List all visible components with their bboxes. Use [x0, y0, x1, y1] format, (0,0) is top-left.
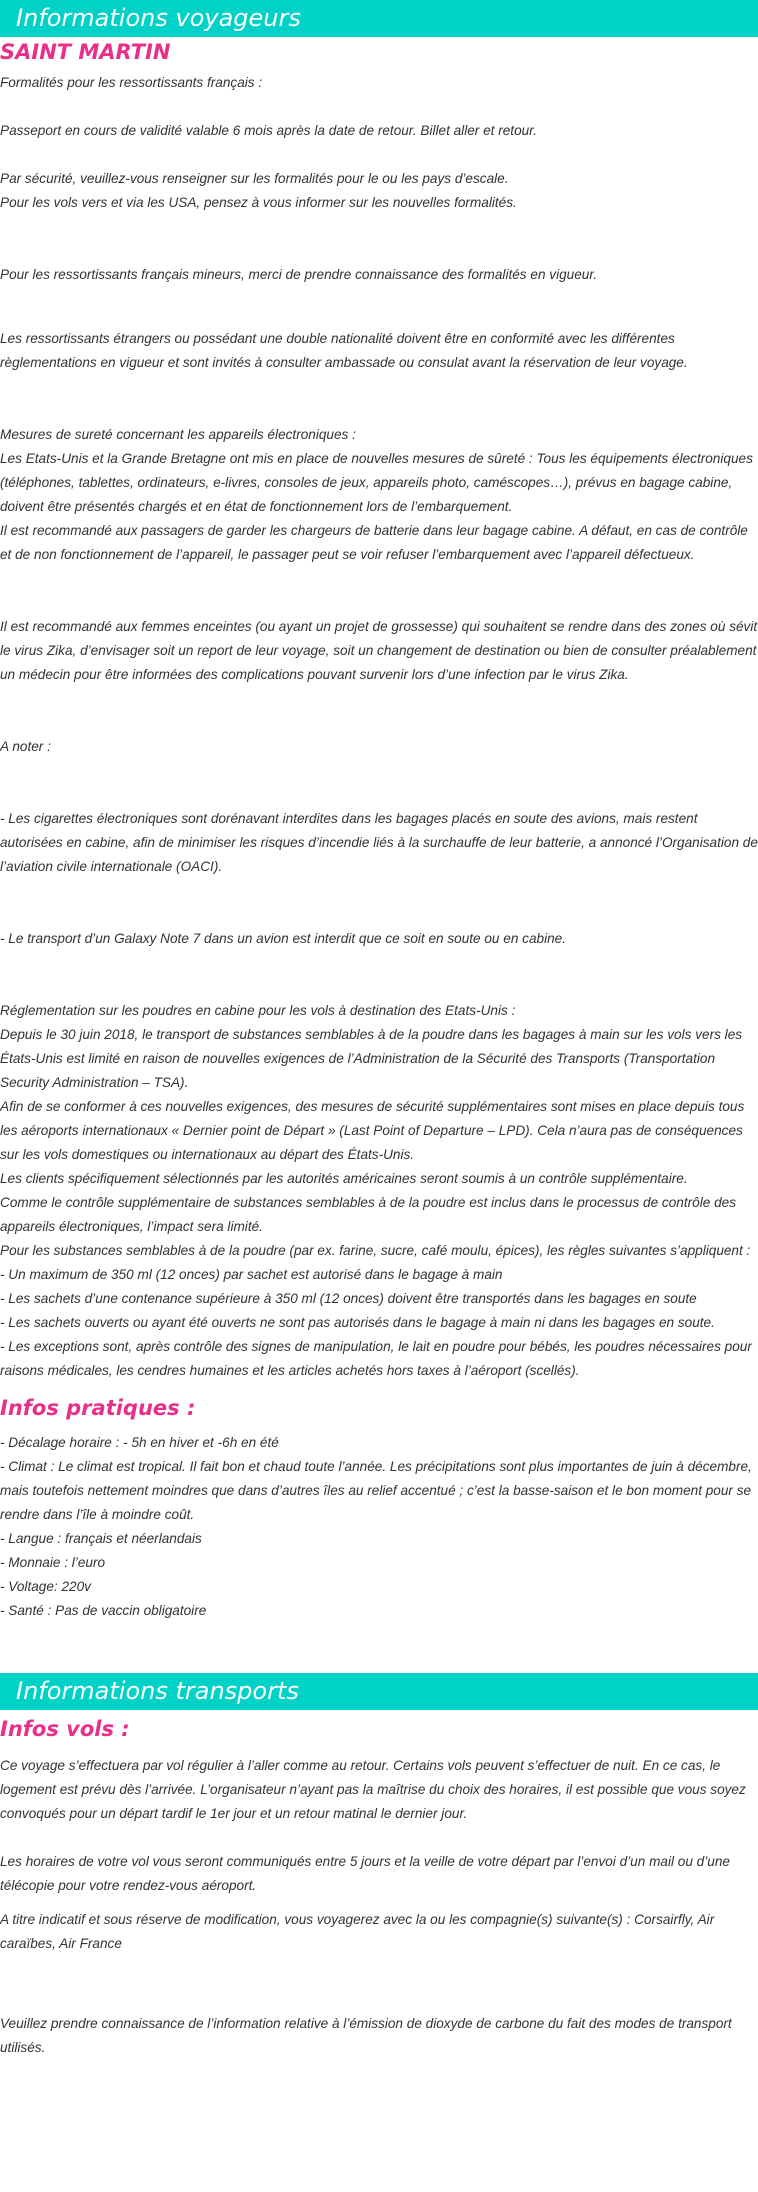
section-banner: Informations transports — [0, 1673, 758, 1710]
co2-paragraph: Veuillez prendre connaissance de l’information relative à l’émission de dioxyde de carbone du fait des modes de transport utilisés. — [0, 2016, 732, 2055]
horaires-paragraph: Les horaires de votre vol vous seront communiqués entre 5 jours et la veille de votre départ par l’envoi d’un mail ou d’une télécopie pour votre rendez-vous aéroport. — [0, 1854, 730, 1893]
cigarettes-paragraph: - Les cigarettes électroniques sont dorénavant interdites dans les bagages placés en soute des avions, mais restent autorisées en cabine, afin de minimiser les risques d’incendie liés à la surchauffe de leur batterie, a annoncé l’Organisation de l’aviation civile internationale (OACI). — [0, 811, 758, 874]
formalites-intro: Formalités pour les ressortissants français : — [0, 75, 263, 90]
infos-pratiques-list: - Décalage horaire : - 5h en hiver et -6h en été - Climat : Le climat est tropical. Il fait bon et chaud toute l’année. Les précipitations sont plus importantes de juin à décembre, mais toutefois nettement moindres que dans d’autres îles au relief accentué ; c’est la basse-saison et le bon moment pour se rendre dans l’île à moindre coût. - Langue : français et néerlandais - Monnaie : l’euro - Voltage: 220v - Santé : Pas de vaccin obligatoire — [0, 1435, 752, 1618]
infos-vols-title: Infos vols : — [0, 1717, 130, 1741]
infos-pratiques-title: Infos pratiques : — [0, 1396, 196, 1420]
compagnies-paragraph: A titre indicatif et sous réserve de modification, vous voyagerez avec la ou les compagnie(s) suivante(s) : Corsairfly, Air caraïbes, Air France — [0, 1912, 715, 1951]
escale-paragraph: Par sécurité, veuillez-vous renseigner sur les formalités pour le ou les pays d’escale. Pour les vols vers et via les USA, pensez à vous informer sur les nouvelles formalités. — [0, 171, 517, 210]
passeport-paragraph: Passeport en cours de validité valable 6 mois après la date de retour. Billet aller et retour. — [0, 123, 537, 138]
section-informations-transports — [0, 1673, 758, 2060]
galaxy-note-paragraph: - Le transport d’un Galaxy Note 7 dans un avion est interdit que ce soit en soute ou en cabine. — [0, 931, 567, 946]
etrangers-paragraph: Les ressortissants étrangers ou possédant une double nationalité doivent être en conformité avec les différentes règlementations en vigueur et sont invités à consulter ambassade ou consulat avant la réservation de leur voyage. — [0, 331, 688, 370]
a-noter-label: A noter : — [0, 739, 51, 754]
section-banner: Informations voyageurs — [0, 0, 758, 37]
poudres-paragraph: Réglementation sur les poudres en cabine pour les vols à destination des Etats-Unis : Depuis le 30 juin 2018, le transport de substances semblables à de la poudre dans les bagages à main sur les vols vers les États-Unis est limité en raison de nouvelles exigences de l’Administration de la Sécurité des Transports (Transportation Security Administration – TSA). Afin de se conformer à ces nouvelles exigences, des mesures de sécurité supplémentaires sont mises en place depuis tous les aéroports internationaux « Dernier point de Départ » (Last Point of Departure – LPD). Cela n’aura pas de conséquences sur les vols domestiques ou internationaux au départ des États-Unis. Les clients spécifiquement sélectionnés par les autorités américaines seront soumis à un contrôle supplémentaire. Comme le contrôle supplémentaire de substances semblables à de la poudre est inclus dans le processus de contrôle des appareils électroniques, l’impact sera limité. Pour les substances semblables à de la poudre (par ex. farine, sucre, café moulu, épices), les règles suivantes s’appliquent : - Un maximum de 350 ml (12 onces) par sachet est autorisé dans le bagage à main - Les sachets d’une contenance supérieure à 350 ml (12 onces) doivent être transportés dans les bagages en soute - Les sachets ouverts ou ayant été ouverts ne sont pas autorisés dans le bagage à main ni dans les bagages en soute. - Les exceptions sont, après contrôle des signes de manipulation, le lait en poudre pour bébés, les poudres nécessaires pour raisons médicales, les cendres humaines et les articles achetés hors taxes à l’aéroport (scellés). — [0, 1003, 752, 1378]
destination-title: SAINT MARTIN — [0, 40, 171, 64]
zika-paragraph: Il est recommandé aux femmes enceintes (ou ayant un projet de grossesse) qui souhaitent se rendre dans des zones où sévit le virus Zika, d’envisager soit un report de leur voyage, soit un changement de destination ou bien de consulter préalablement un médecin pour être informées des complications pouvant survenir lors d’une infection par le virus Zika. — [0, 619, 758, 682]
vol-regulier-paragraph: Ce voyage s’effectuera par vol régulier à l’aller comme au retour. Certains vols peuvent s’effectuer de nuit. En ce cas, le logement est prévu dès l’arrivée. L’organisateur n’ayant pas la maîtrise du choix des horaires, il est possible que vous soyez convoqués pour un départ tardif le 1er jour et un retour matinal le dernier jour. — [0, 1758, 746, 1821]
mineurs-paragraph: Pour les ressortissants français mineurs, merci de prendre connaissance des formalités en vigueur. — [0, 267, 598, 282]
appareils-electroniques-paragraph: Mesures de sureté concernant les appareils électroniques : Les Etats-Unis et la Grande Bretagne ont mis en place de nouvelles mesures de sûreté : Tous les équipements électroniques (téléphones, tablettes, ordinateurs, e-livres, consoles de jeux, appareils photo, caméscopes…), prévus en bagage cabine, doivent être présentés chargés et en état de fonctionnement lors de l’embarquement. Il est recommandé aux passagers de garder les chargeurs de batterie dans leur bagage cabine. A défaut, en cas de contrôle et de non fonctionnement de l’appareil, le passager peut se voir refuser l’embarquement avec l’appareil défectueux. — [0, 427, 753, 562]
